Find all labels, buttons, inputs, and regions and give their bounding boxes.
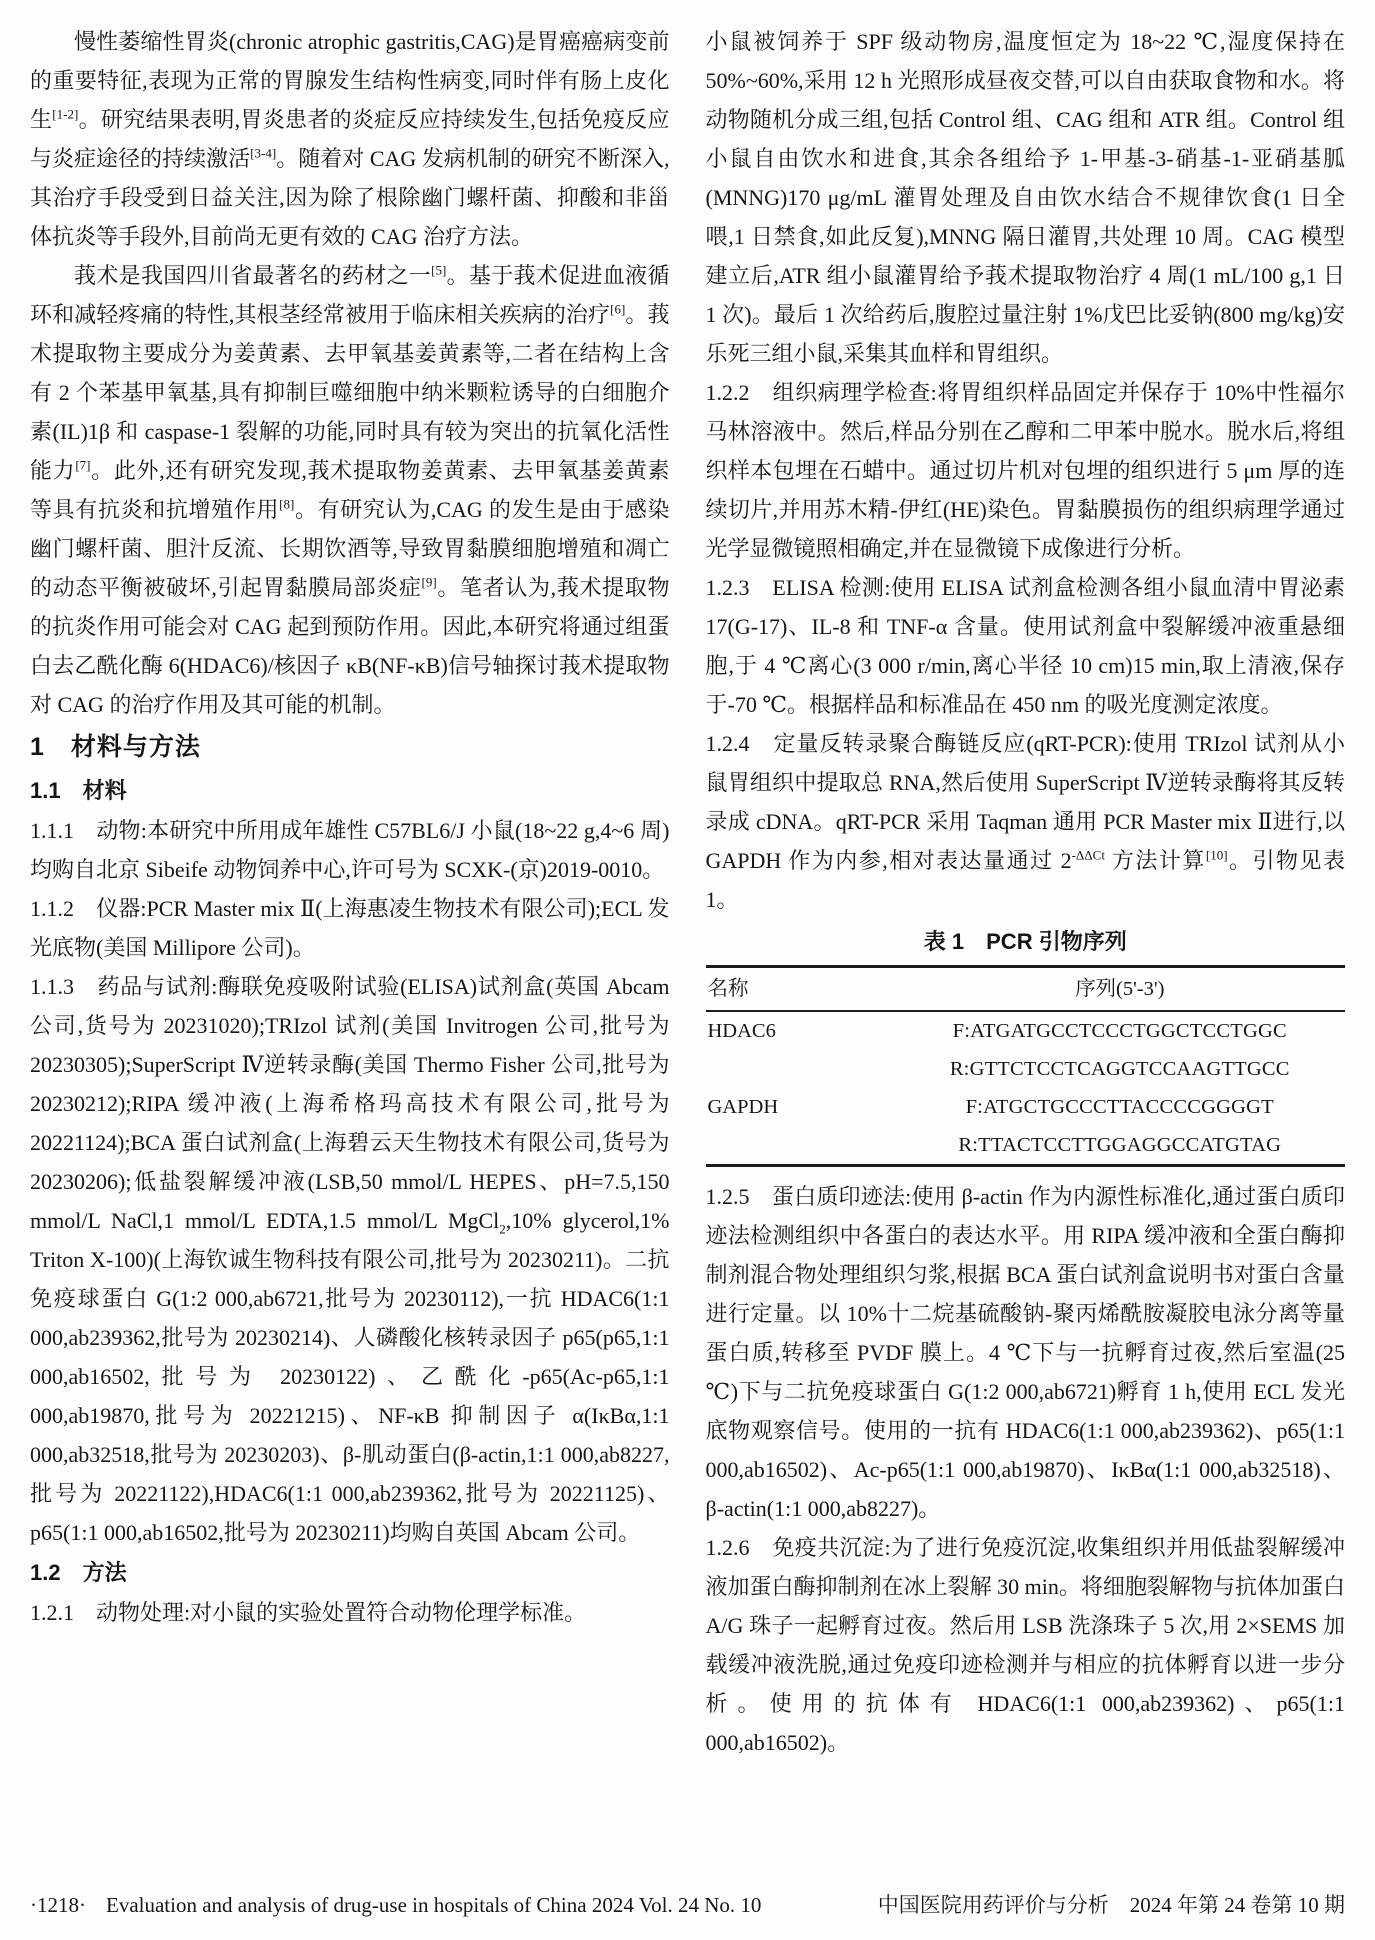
page-footer	[30, 1890, 1345, 1920]
primer-sequence: R:TTACTCCTTGGAGGCCATGTAG	[958, 1134, 1282, 1156]
primer-name: GAPDH	[707, 1096, 779, 1118]
table-row	[706, 1011, 1346, 1050]
primer-sequence: F:ATGATGCCTCCCTGGCTCCTGGC	[952, 1020, 1287, 1042]
journal-title-chinese: 中国医院用药评价与分析 2024 年第 24 卷第 10 期	[877, 1893, 1345, 1917]
table-row	[706, 1126, 1346, 1166]
pcr-primer-table-block	[706, 925, 1346, 1167]
page-body	[30, 22, 1345, 1762]
paragraph-1-1-2-instruments: 1.1.2 仪器:PCR Master mix Ⅱ(上海惠凌生物技术有限公司);ECL 发光底物(美国 Millipore 公司)。	[30, 896, 670, 960]
page-number: ·1218·	[30, 1893, 86, 1917]
pcr-primer-table	[706, 965, 1346, 1167]
table-1-title: 表 1 PCR 引物序列	[923, 929, 1127, 954]
journal-title-english: Evaluation and analysis of drug-use in hospitals of China 2024 Vol. 24 No. 10	[106, 1893, 762, 1917]
subsection-heading-methods: 1.2 方法	[30, 1560, 127, 1585]
table-row	[706, 1088, 1346, 1126]
intro-paragraph-1: 慢性萎缩性胃炎(chronic atrophic gastritis,CAG)是胃癌癌病变前的重要特征,表现为正常的胃腺发生结构性病变,同时伴有肠上皮化生[1-2]。研究结果表明,胃炎患者的炎症反应持续发生,包括免疫反应与炎症途径的持续激活[3-4]。随着对 CAG 发病机制的研究不断深入,其治疗手段受到日益关注,因为除了根除幽门螺杆菌、抑酸和非甾体抗炎等手段外,目前尚无更有效的 CAG 治疗方法。	[30, 29, 670, 249]
section-heading-materials-methods: 1 材料与方法	[30, 733, 201, 761]
paragraph-1-2-1-animal-treatment: 1.2.1 动物处理:对小鼠的实验处置符合动物伦理学标准。	[30, 1600, 587, 1625]
table-body	[706, 1011, 1346, 1166]
column-header-sequence: 序列(5'-3')	[895, 967, 1346, 1012]
intro-paragraph-2: 莪术是我国四川省最著名的药材之一[5]。基于莪术促进血液循环和减轻疼痛的特性,其根茎经常被用于临床相关疾病的治疗[6]。莪术提取物主要成分为姜黄素、去甲氧基姜黄素等,二者在结构上含有 2 个苯基甲氧基,具有抑制巨噬细胞中纳米颗粒诱导的白细胞介素(IL)1β 和 caspase-1 裂解的功能,同时具有较为突出的抗氧化活性能力[7]。此外,还有研究发现,莪术提取物姜黄素、去甲氧基姜黄素等具有抗炎和抗增殖作用[8]。有研究认为,CAG 的发生是由于感染幽门螺杆菌、胆汁反流、长期饮酒等,导致胃黏膜细胞增殖和凋亡的动态平衡被破坏,引起胃黏膜局部炎症[9]。笔者认为,莪术提取物的抗炎作用可能会对 CAG 起到预防作用。因此,本研究将通过组蛋白去乙酰化酶 6(HDAC6)/核因子 κB(NF-κB)信号轴探讨莪术提取物对 CAG 的治疗作用及其可能的机制。	[30, 262, 670, 717]
primer-name: HDAC6	[707, 1020, 776, 1042]
primer-sequence: F:ATGCTGCCCTTACCCCGGGGT	[965, 1096, 1274, 1118]
paragraph-1-1-3-reagents: 1.1.3 药品与试剂:酶联免疫吸附试验(ELISA)试剂盒(英国 Abcam 公司,货号为 20231020);TRIzol 试剂(美国 Invitrogen 公司,批号为 20230305);SuperScript Ⅳ逆转录酶(美国 Thermo Fisher 公司,批号为 20230212);RIPA 缓冲液(上海希格玛高技术有限公司,批号为 20221124);BCA 蛋白试剂盒(上海碧云天生物技术有限公司,货号为 20230206);低盐裂解缓冲液(LSB,50 mmol/L HEPES、pH=7.5,150 mmol/L NaCl,1 mmol/L EDTA,1.5 mmol/L MgCl$_2$,10% glycerol,1% Triton X-100)(上海钦诚生物科技有限公司,批号为 20230211)。二抗免疫球蛋白 G(1:2 000,ab6721,批号为 20230112),一抗 HDAC6(1:1 000,ab239362,批号为 20230214)、人磷酸化核转录因子 p65(p65,1:1 000,ab16502,批号为 20230122)、乙酰化-p65(Ac-p65,1:1 000,ab19870,批号为 20221215)、NF-κB 抑制因子 α(IκBα,1:1 000,ab32518,批号为 20230203)、β-肌动蛋白(β-actin,1:1 000,ab8227,批号为 20221122),HDAC6(1:1 000,ab239362,批号为 20221125)、p65(1:1 000,ab16502,批号为 20230211)均购自英国 Abcam 公司。	[30, 974, 670, 1545]
footer-left	[30, 1890, 761, 1920]
primer-sequence: R:GTTCTCCTCAGGTCCAAGTTGCC	[949, 1058, 1290, 1080]
paragraph-1-2-1-continuation: 小鼠被饲养于 SPF 级动物房,温度恒定为 18~22 ℃,湿度保持在 50%~60%,采用 12 h 光照形成昼夜交替,可以自由获取食物和水。将动物随机分成三组,包括 Control 组、CAG 组和 ATR 组。Control 组小鼠自由饮水和进食,其余各组给予 1-甲基-3-硝基-1-亚硝基胍(MNNG)170 μg/mL 灌胃处理及自由饮水结合不规律饮食(1 日全喂,1 日禁食,如此反复),MNNG 隔日灌胃,共处理 10 周。CAG 模型建立后,ATR 组小鼠灌胃给予莪术提取物治疗 4 周(1 mL/100 g,1 日 1 次)。最后 1 次给药后,腹腔过量注射 1%戊巴比妥钠(800 mg/kg)安乐死三组小鼠,采集其血样和胃组织。	[705, 29, 1345, 366]
primer-name	[706, 1126, 895, 1166]
footer-right	[878, 1890, 1345, 1920]
primer-name	[706, 1050, 895, 1088]
table-header	[706, 967, 1346, 1012]
paragraph-1-2-3-elisa: 1.2.3 ELISA 检测:使用 ELISA 试剂盒检测各组小鼠血清中胃泌素 17(G-17)、IL-8 和 TNF-α 含量。使用试剂盒中裂解缓冲液重悬细胞,于 4 ℃离心(3 000 r/min,离心半径 10 cm)15 min,取上清液,保存于-70 ℃。根据样品和标准品在 450 nm 的吸光度测定浓度。	[705, 575, 1345, 717]
table-row	[706, 1050, 1346, 1088]
table-header-row	[706, 967, 1346, 1012]
paragraph-1-1-1-animals: 1.1.1 动物:本研究中所用成年雄性 C57BL6/J 小鼠(18~22 g,4~6 周)均购自北京 Sibeife 动物饲养中心,许可号为 SCXK-(京)2019-0010。	[30, 818, 670, 882]
paragraph-1-2-5-western-blot: 1.2.5 蛋白质印迹法:使用 β-actin 作为内源性标准化,通过蛋白质印迹法检测组织中各蛋白的表达水平。用 RIPA 缓冲液和全蛋白酶抑制剂混合物处理组织匀浆,根据 BCA 蛋白试剂盒说明书对蛋白含量进行定量。以 10%十二烷基硫酸钠-聚丙烯酰胺凝胶电泳分离等量蛋白质,转移至 PVDF 膜上。4 ℃下与一抗孵育过夜,然后室温(25 ℃)下与二抗免疫球蛋白 G(1:2 000,ab6721)孵育 1 h,使用 ECL 发光底物观察信号。使用的一抗有 HDAC6(1:1 000,ab239362)、p65(1:1 000,ab16502)、Ac-p65(1:1 000,ab19870)、IκBα(1:1 000,ab32518)、β-actin(1:1 000,ab8227)。	[705, 1184, 1345, 1521]
paragraph-1-2-6-coip: 1.2.6 免疫共沉淀:为了进行免疫沉淀,收集组织并用低盐裂解缓冲液加蛋白酶抑制剂在冰上裂解 30 min。将细胞裂解物与抗体加蛋白 A/G 珠子一起孵育过夜。然后用 LSB 洗涤珠子 5 次,用 2×SEMS 加载缓冲液洗脱,通过免疫印迹检测并与相应的抗体孵育以进一步分析。使用的抗体有 HDAC6(1:1 000,ab239362)、p65(1:1 000,ab16502)。	[705, 1535, 1345, 1755]
subsection-heading-materials: 1.1 材料	[30, 778, 127, 803]
column-header-name: 名称	[706, 967, 895, 1012]
left-column	[30, 22, 670, 1762]
right-column	[706, 22, 1346, 1762]
paragraph-1-2-4-qrtpcr: 1.2.4 定量反转录聚合酶链反应(qRT-PCR):使用 TRIzol 试剂从小鼠胃组织中提取总 RNA,然后使用 SuperScript Ⅳ逆转录酶将其反转录成 cDNA。qRT-PCR 采用 Taqman 通用 PCR Master mix Ⅱ进行,以 GAPDH 作为内参,相对表达量通过 $2^{-\Delta\Delta Ct}$ 方法计算[10]。引物见表 1。	[705, 731, 1345, 912]
paragraph-1-2-2-histopathology: 1.2.2 组织病理学检查:将胃组织样品固定并保存于 10%中性福尔马林溶液中。然后,样品分别在乙醇和二甲苯中脱水。脱水后,将组织样本包埋在石蜡中。通过切片机对包埋的组织进行 5 μm 厚的连续切片,并用苏木精-伊红(HE)染色。胃黏膜损伤的组织病理学通过光学显微镜照相确定,并在显微镜下成像进行分析。	[705, 380, 1345, 561]
